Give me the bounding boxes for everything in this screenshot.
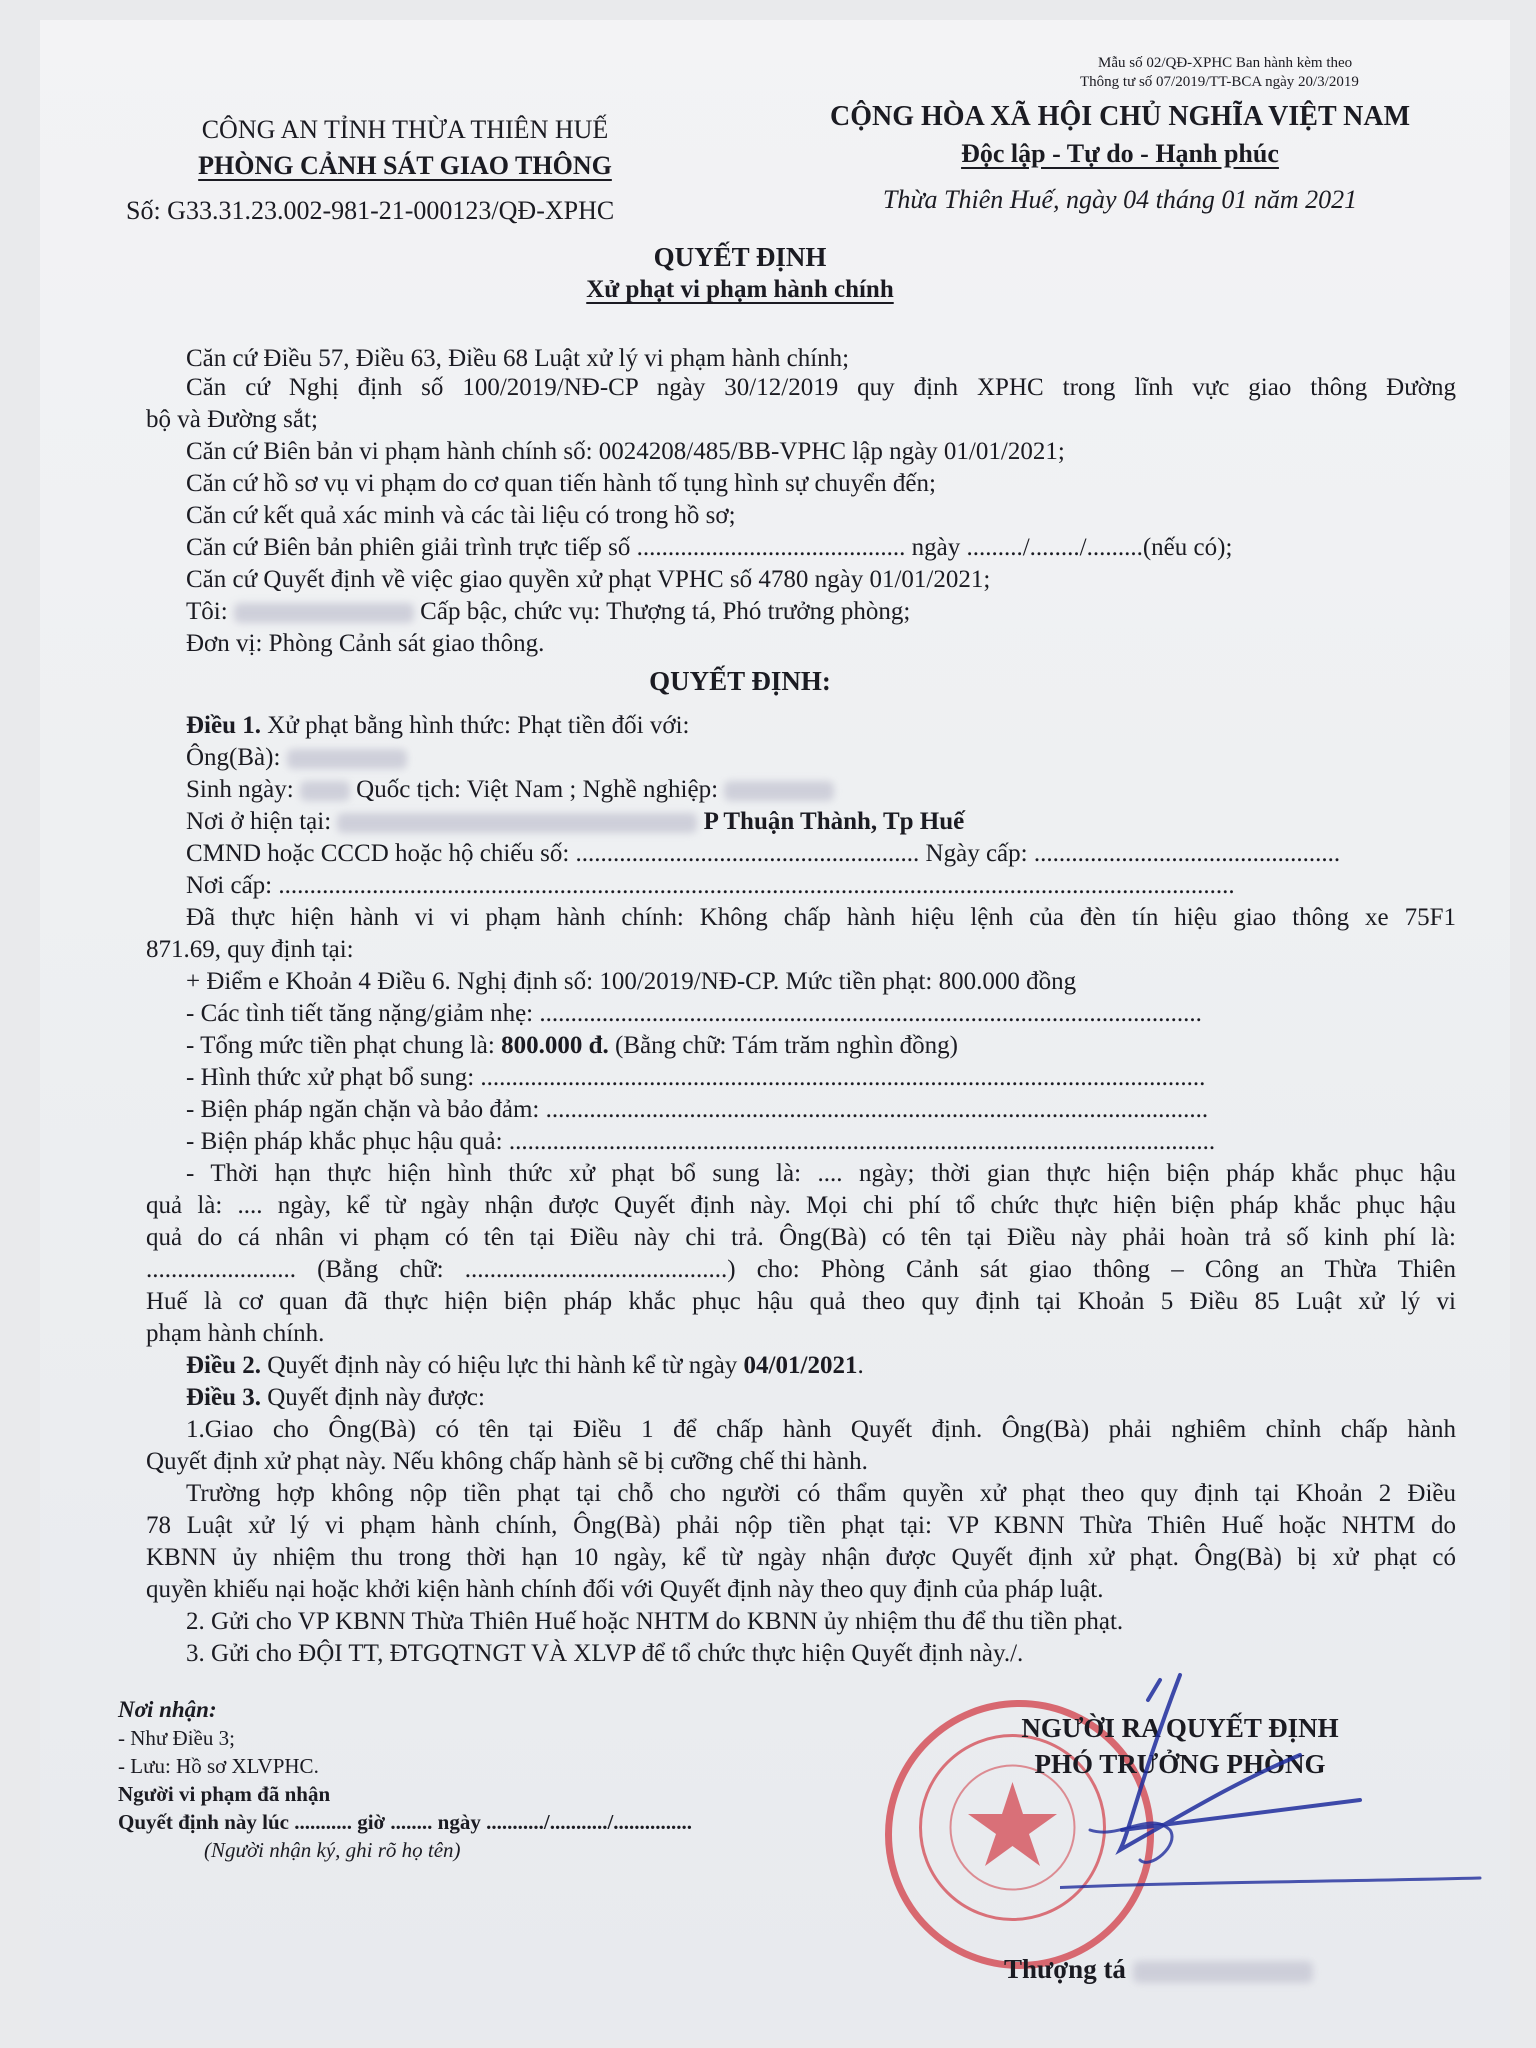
preamble-line-1: Căn cứ Điều 57, Điều 63, Điều 68 Luật xử lý vi phạm hành chính; <box>186 345 850 372</box>
signer-rank-line <box>1004 1954 1313 1985</box>
preamble-line-2: Căn cứ Nghị định số 100/2019/NĐ-CP ngày 30/12/2019 quy định XPHC trong lĩnh vực giao thông Đường <box>186 374 1456 401</box>
violation-line-1: Đã thực hiện hành vi vi phạm hành chính: Không chấp hành hiệu lệnh của đèn tín hiệu giao thông xe 75F1 <box>186 904 1456 931</box>
remedy-line: - Biện pháp khắc phục hậu quả: ................................................................................................................. <box>186 1128 1216 1155</box>
article-1-heading <box>186 710 689 742</box>
article-2 <box>186 1350 864 1382</box>
preamble-line-6: Căn cứ kết quả xác minh và các tài liệu có trong hồ sơ; <box>186 502 736 529</box>
total-fine-amount: 800.000 đ. <box>501 1032 609 1059</box>
title-block <box>450 240 1030 306</box>
nationality-label: Quốc tịch: Việt Nam ; Nghề nghiệp: <box>356 776 719 803</box>
redacted-violator-name <box>287 749 407 769</box>
article-3-p2b: 78 Luật xử lý vi phạm hành chính, Ông(Bà) phải nộp tiền phạt tại: VP KBNN Thừa Thiên Huế hoặc NHTM do <box>146 1512 1456 1539</box>
issued-line: Nơi cấp: ......................................................................................................................................................... <box>186 872 1235 899</box>
preamble-line-10: Đơn vị: Phòng Cảnh sát giao thông. <box>186 630 545 657</box>
redacted-signer-name <box>1133 1961 1313 1983</box>
article-1-text: Xử phạt bằng hình thức: Phạt tiền đối với: <box>267 712 690 739</box>
form-note-line1: Mẫu số 02/QĐ-XPHC Ban hành kèm theo <box>1098 55 1353 71</box>
received-label: Người vi phạm đã nhận <box>118 1782 331 1806</box>
residence-label: Nơi ở hiện tại: <box>186 808 332 835</box>
residence-line <box>186 806 964 838</box>
agency-name: CÔNG AN TỈNH THỪA THIÊN HUẾ <box>201 115 609 144</box>
preamble-line-3: bộ và Đường sắt; <box>146 406 318 433</box>
total-fine-label: - Tổng mức tiền phạt chung là: <box>186 1032 502 1059</box>
preamble-line-9 <box>186 596 910 628</box>
signature-mark <box>1060 1660 1500 1910</box>
official-label: Tôi: <box>186 598 228 625</box>
deadline-line-2: quả là: .... ngày, kể từ ngày nhận được Quyết định này. Mọi chi phí tổ chức thực hiện biện pháp khắc phục hậu <box>146 1192 1456 1219</box>
signer-title-2: PHÓ TRƯỞNG PHÒNG <box>1034 1749 1326 1779</box>
date-place: Thừa Thiên Huế, ngày 04 tháng 01 năm 2021 <box>882 185 1358 214</box>
article-3-p2c: KBNN ủy nhiệm thu trong thời hạn 10 ngày, kể từ ngày nhận được Quyết định xử phạt. Ông(Bà) bị xử phạt có <box>146 1544 1456 1571</box>
article-3-label: Điều 3. <box>186 1384 261 1411</box>
article-3-p4: 3. Gửi cho ĐỘI TT, ĐTGQTNGT VÀ XLVP để tổ chức thực hiện Quyết định này./. <box>186 1640 1024 1667</box>
article-2-label: Điều 2. <box>186 1352 261 1379</box>
total-fine-words: (Bằng chữ: Tám trăm nghìn đồng) <box>608 1032 958 1059</box>
department-name: PHÒNG CẢNH SÁT GIAO THÔNG <box>198 151 612 180</box>
received-time-line: Quyết định này lúc ........... giờ ........ ngày .........../.........../............... <box>118 1810 693 1834</box>
penalty-clause: + Điểm e Khoản 4 Điều 6. Nghị định số: 100/2019/NĐ-CP. Mức tiền phạt: 800.000 đồng <box>186 968 1077 995</box>
signer-rank: Thượng tá <box>1004 1954 1126 1984</box>
birth-line <box>186 774 834 806</box>
deadline-line-1: - Thời hạn thực hiện hình thức xử phạt bổ sung là: .... ngày; thời gian thực hiện biện pháp khắc phục hậu <box>186 1160 1456 1187</box>
preamble-line-5: Căn cứ hồ sơ vụ vi phạm do cơ quan tiến hành tố tụng hình sự chuyển đến; <box>186 470 936 497</box>
recipient-1: - Như Điều 3; <box>118 1726 235 1750</box>
right-header <box>800 98 1440 218</box>
residence-ward: P Thuận Thành, Tp Huế <box>703 808 965 835</box>
recipients-title: Nơi nhận: <box>118 1697 217 1722</box>
violation-line-2: 871.69, quy định tại: <box>146 936 354 963</box>
total-fine-line <box>186 1030 958 1062</box>
received-note: (Người nhận ký, ghi rõ họ tên) <box>204 1838 461 1862</box>
document-page <box>40 20 1510 2040</box>
redacted-address <box>337 813 697 833</box>
preamble-line-8: Căn cứ Quyết định về việc giao quyền xử phạt VPHC số 4780 ngày 01/01/2021; <box>186 566 991 593</box>
form-note-line2: Thông tư số 07/2019/TT-BCA ngày 20/3/2019 <box>1080 74 1359 90</box>
article-3-p2d: quyền khiếu nại hoặc khởi kiện hành chính đối với Quyết định này theo quy định của pháp luật. <box>146 1576 1104 1603</box>
official-rank: Cấp bậc, chức vụ: Thượng tá, Phó trưởng phòng; <box>420 598 911 625</box>
id-line: CMND hoặc CCCD hoặc hộ chiếu số: ....................................................... Ngày cấp: ................................................. <box>186 840 1341 867</box>
recipient-2: - Lưu: Hồ sơ XLVPHC. <box>118 1754 319 1778</box>
redacted-dob <box>300 781 350 801</box>
additional-penalty-line: - Hình thức xử phạt bổ sung: .................................................................................................................... <box>186 1064 1206 1091</box>
form-note <box>1080 54 1359 92</box>
preamble-line-7: Căn cứ Biên bản phiên giải trình trực tiếp số ........................................... ngày ........./......../.........(nếu có); <box>186 534 1233 561</box>
article-1-label: Điều 1. <box>186 712 261 739</box>
recipients-block <box>118 1696 692 1864</box>
article-3-p1a: 1.Giao cho Ông(Bà) có tên tại Điều 1 để chấp hành Quyết định. Ông(Bà) phải nghiêm chỉnh chấp hành <box>186 1416 1456 1443</box>
article-3-p2a: Trường hợp không nộp tiền phạt tại chỗ cho người có thẩm quyền xử phạt theo quy định tại Khoản 2 Điều <box>186 1480 1456 1507</box>
article-2-end: . <box>857 1352 864 1379</box>
document-number: Số: G33.31.23.002-981-21-000123/QĐ-XPHC <box>126 196 615 225</box>
redacted-official-name <box>234 603 414 623</box>
circumstances-line: - Các tình tiết tăng nặng/giảm nhẹ: .......................................................................................................... <box>186 1000 1202 1027</box>
deadline-line-4: ........................ (Bằng chữ: ..........................................) cho: Phòng Cảnh sát giao thông – Công an Thừa Thiên <box>146 1256 1456 1283</box>
dob-label: Sinh ngày: <box>186 776 294 803</box>
violator-name-line <box>186 742 407 774</box>
prevention-line: - Biện pháp ngăn chặn và bảo đảm: .......................................................................................................... <box>186 1096 1209 1123</box>
decision-heading: QUYẾT ĐỊNH: <box>649 666 831 696</box>
article-2-text: Quyết định này có hiệu lực thi hành kể từ ngày <box>267 1352 738 1379</box>
deadline-line-3: quả do cá nhân vi phạm có tên tại Điều này chi trả. Ông(Bà) có tên tại Điều này phải hoàn trả số kinh phí là: <box>146 1224 1456 1251</box>
preamble-line-4: Căn cứ Biên bản vi phạm hành chính số: 0024208/485/BB-VPHC lập ngày 01/01/2021; <box>186 438 1065 465</box>
left-header <box>180 112 630 184</box>
article-3-heading <box>186 1382 485 1414</box>
deadline-line-5: Huế là cơ quan đã thực hiện biện pháp khắc phục hậu quả theo quy định tại Khoản 5 Điều 85 Luật xử lý vi <box>146 1288 1456 1315</box>
motto: Độc lập - Tự do - Hạnh phúc <box>961 139 1279 168</box>
article-3-p3: 2. Gửi cho VP KBNN Thừa Thiên Huế hoặc NHTM do KBNN ủy nhiệm thu để thu tiền phạt. <box>186 1608 1124 1635</box>
violator-name-label: Ông(Bà): <box>186 744 281 771</box>
deadline-line-6: phạm hành chính. <box>146 1320 325 1347</box>
article-3-p1b: Quyết định xử phạt này. Nếu không chấp hành sẽ bị cưỡng chế thi hành. <box>146 1448 868 1475</box>
page-title: QUYẾT ĐỊNH <box>653 242 827 272</box>
nation-name: CỘNG HÒA XÃ HỘI CHỦ NGHĨA VIỆT NAM <box>829 101 1411 132</box>
redacted-occupation <box>724 781 834 801</box>
article-3-text: Quyết định này được: <box>267 1384 485 1411</box>
page-subtitle: Xử phạt vi phạm hành chính <box>586 276 894 303</box>
effective-date: 04/01/2021 <box>743 1352 858 1379</box>
signer-title-1: NGƯỜI RA QUYẾT ĐỊNH <box>1021 1713 1339 1743</box>
